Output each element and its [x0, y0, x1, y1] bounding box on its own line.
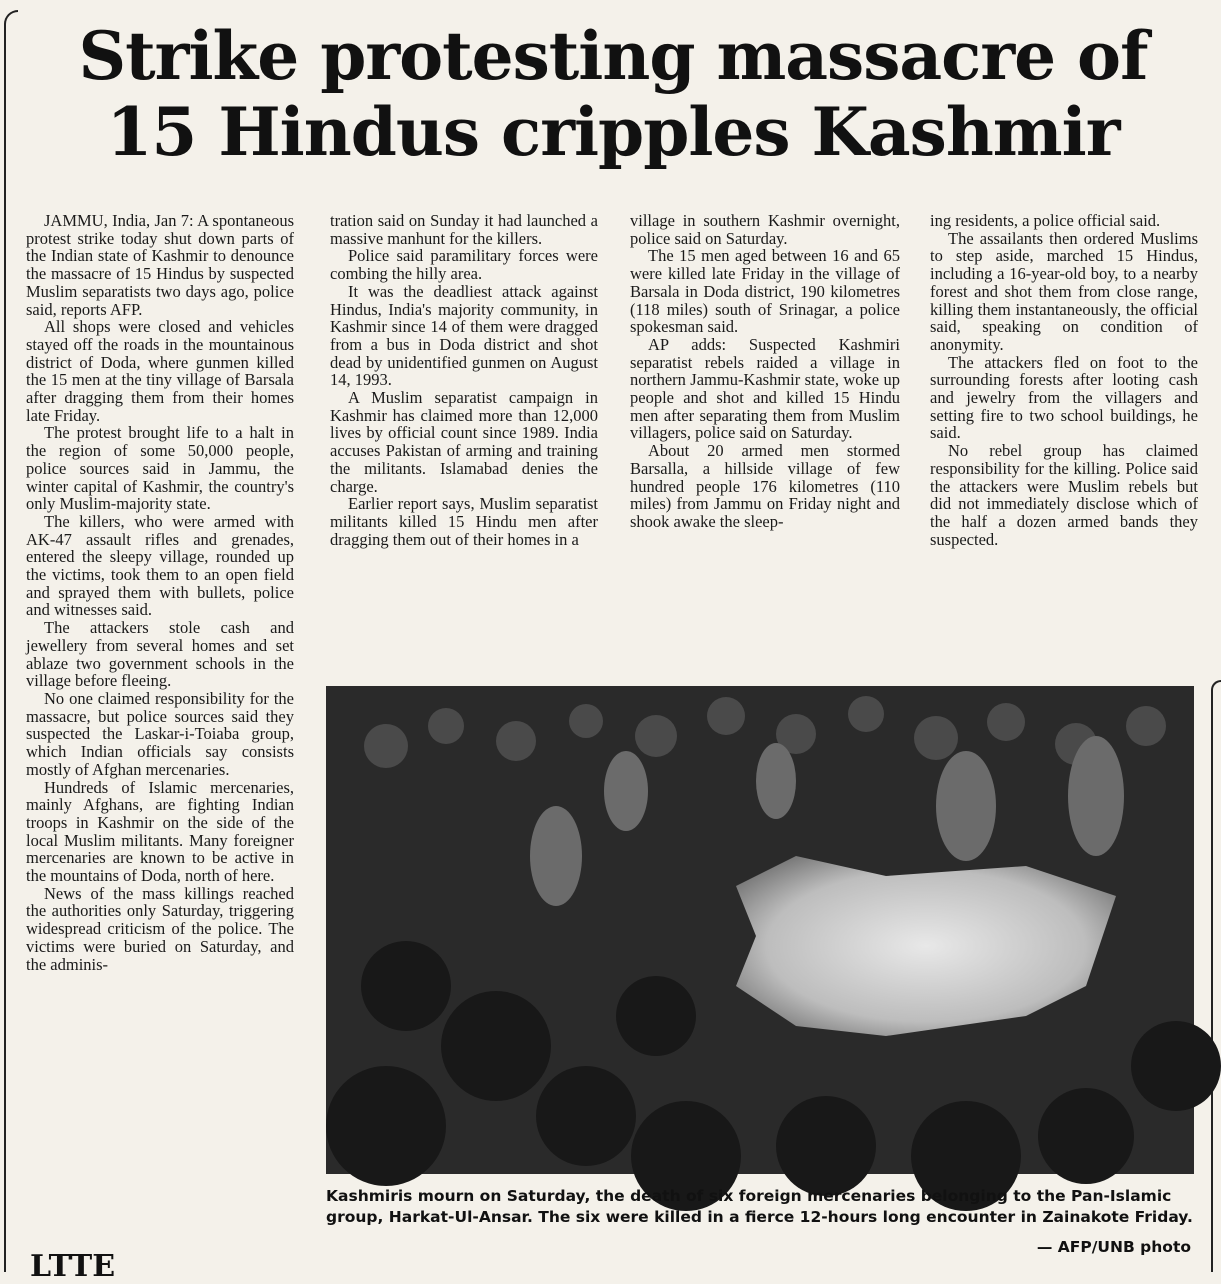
- photo-caption: Kashmiris mourn on Saturday, the death of six foreign mercenaries belonging to the Pan-Islamic group, Harkat-Ul-Ansar. The six were killed in a fierce 12-hours long encounter in Zainakote Friday.: [326, 1187, 1193, 1226]
- paragraph: The assailants then ordered Muslims to step aside, marched 15 Hindus, including a 16-year-old boy, to a nearby forest and shot them from close range, killing them instantaneously, the official said, speaking on condition of anonymity.: [930, 228, 1198, 354]
- article-column-4: [930, 212, 1198, 672]
- paragraph: AP adds: Suspected Kashmiri separatist rebels raided a village in northern Jammu-Kashmir state, woke up people and shot and killed 15 Hindu men after separating them from Muslim villagers, police said on Saturday.: [630, 334, 900, 443]
- paragraph: No rebel group has claimed responsibility for the killing. Police said the attackers were Muslim rebels but did not immediately disclose which of the half a dozen armed bands they suspected.: [930, 441, 1198, 549]
- article-column-1: [26, 212, 294, 1257]
- paragraph: All shops were closed and vehicles stayed off the roads in the mountainous district of Doda, where gunmen killed the 15 men at the tiny village of Barsala after dragging them from their homes late Friday.: [26, 317, 294, 425]
- paragraph: tration said on Sunday it had launched a massive manhunt for the killers.: [330, 211, 598, 248]
- paragraph: JAMMU, India, Jan 7: A spontaneous protest strike today shut down parts of the Indian state of Kashmir to denounce the massacre of 15 Hindus by suspected Muslim separatists two days ago, police said, reports AFP.: [26, 211, 294, 319]
- paragraph: village in southern Kashmir overnight, police said on Saturday.: [630, 211, 900, 248]
- paragraph: The protest brought life to a halt in the region of some 50,000 people, police sources said in Jammu, the winter capital of Kashmir, the country's only Muslim-majority state.: [26, 423, 294, 514]
- paragraph: The 15 men aged between 16 and 65 were killed late Friday in the village of Barsala in Doda district, 190 kilometres (118 miles) south of Srinagar, a police spokesman said.: [630, 246, 900, 337]
- page-frame-left: [4, 10, 18, 1272]
- article-column-3: [630, 212, 900, 672]
- crowd-mourning-illustration: [326, 686, 1194, 1174]
- photo-credit: — AFP/UNB photo: [1036, 1238, 1191, 1256]
- headline: Strike protesting massacre of 15 Hindus cripples Kashmir: [78, 17, 1148, 171]
- paragraph: News of the mass killings reached the authorities only Saturday, triggering widespread criticism of the police. The victims were buried on Saturday, and the adminis-: [26, 883, 294, 974]
- paragraph: Hundreds of Islamic mercenaries, mainly Afghans, are fighting Indian troops in Kashmir on the side of the local Muslim militants. Many foreigner mercenaries are known to be active in the mountains of Doda, north of here.: [26, 777, 294, 886]
- article-column-2: [330, 212, 598, 672]
- headline-fragment-text: LTTE: [30, 1249, 116, 1284]
- paragraph: The killers, who were armed with AK-47 assault rifles and grenades, entered the sleepy village, rounded up the victims, took them to an open field and sprayed them with bullets, police and witnesses said.: [26, 511, 294, 620]
- paragraph: The attackers fled on foot to the surrounding forests after looting cash and jewelry from the villagers and setting fire to two school buildings, he said.: [930, 352, 1198, 443]
- paragraph: It was the deadliest attack against Hindus, India's majority community, in Kashmir since 14 of them were dragged from a bus in Doda district and shot dead by unidentified gunmen on August 14, 1993.: [330, 281, 598, 390]
- paragraph: Police said paramilitary forces were combing the hilly area.: [330, 246, 598, 284]
- paragraph: ing residents, a police official said.: [930, 211, 1161, 230]
- paragraph: About 20 armed men stormed Barsalla, a hillside village of few hundred people 176 kilometres (110 miles) from Jammu on Friday night and shook awake the sleep-: [630, 441, 900, 531]
- news-photo: [326, 686, 1194, 1174]
- paragraph: The attackers stole cash and jewellery from several homes and set ablaze two government schools in the village before fleeing.: [26, 618, 294, 691]
- next-article-headline-fragment: [30, 1249, 230, 1284]
- paragraph: A Muslim separatist campaign in Kashmir has claimed more than 12,000 lives by official count since 1989. India accuses Pakistan of arming and training the militants. Islamabad denies the charge.: [330, 388, 598, 496]
- paragraph: Earlier report says, Muslim separatist militants killed 15 Hindu men after dragging them out of their homes in a: [330, 494, 598, 549]
- page-frame-right: [1211, 680, 1221, 1272]
- paragraph: No one claimed responsibility for the massacre, but police sources said they suspected the Laskar-i-Toiaba group, which Indian officials say consists mostly of Afghan mercenaries.: [26, 688, 294, 779]
